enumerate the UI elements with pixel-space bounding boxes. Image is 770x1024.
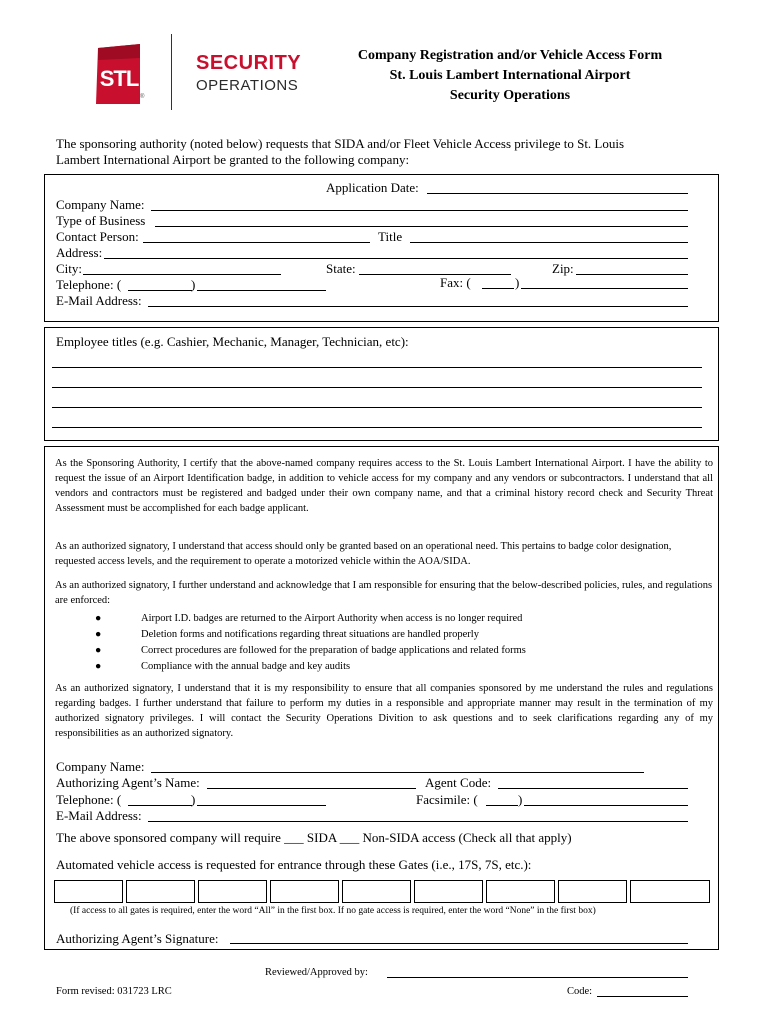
employee-titles-line-3[interactable]: [52, 407, 702, 408]
address-field[interactable]: [104, 258, 688, 259]
email-label: E-Mail Address:: [56, 293, 142, 308]
gate-box-1[interactable]: [54, 880, 123, 903]
logo-brand-line1: SECURITY: [196, 52, 302, 74]
agent-company-name-field[interactable]: [151, 772, 644, 773]
agent-code-label: Agent Code:: [425, 775, 492, 790]
bullet-text: Compliance with the annual badge and key audits: [141, 661, 351, 672]
gates-request-line: Automated vehicle access is requested for entrance through these Gates (i.e., 17S, 7S, etc.):: [56, 857, 532, 872]
agent-name-field[interactable]: [207, 788, 416, 789]
agent-facsimile-close: ): [518, 792, 523, 807]
gate-box-5[interactable]: [342, 880, 411, 903]
bullet-icon: ●: [95, 661, 102, 672]
logo-brand-line2: OPERATIONS: [196, 77, 299, 94]
sida-access-line: The above sponsored company will require ___ SIDA ___ Non-SIDA access (Check all that apply): [56, 830, 572, 845]
intro-line2: Lambert International Airport be granted to the following company:: [56, 152, 410, 167]
fax-close: ): [515, 275, 520, 290]
application-date-field[interactable]: [427, 193, 688, 194]
city-field[interactable]: [83, 274, 281, 275]
bullet-text: Airport I.D. badges are returned to the Airport Authority when access is no longer required: [141, 613, 523, 624]
certification-paragraph-4: As an authorized signatory, I understand that it is my responsibility to ensure that all companies sponsored by me understand the rules and regulations regarding badges. I further understand that failure to perform my duties in a responsible and appropriate manner may result in the termination of my authorized signatory privileges. I will contact the Security Operations Divition to ask questions and to seek clarifications regarding any of my responsibilities as an authorized signatory.: [55, 683, 713, 739]
gate-box-2[interactable]: [126, 880, 195, 903]
gate-box-4[interactable]: [270, 880, 339, 903]
type-of-business-label: Type of Business: [56, 213, 146, 228]
zip-label: Zip:: [552, 261, 574, 276]
logo-mark-text: STL: [99, 66, 139, 91]
type-of-business-field[interactable]: [155, 226, 688, 227]
policy-bullet-list: [55, 612, 695, 676]
employee-titles-line-1[interactable]: [52, 367, 702, 368]
logo-registered-mark: ®: [140, 94, 145, 100]
city-label: City:: [56, 261, 83, 276]
fax-label: Fax: (: [440, 275, 471, 290]
gate-box-9[interactable]: [630, 880, 710, 903]
telephone-label: Telephone: (: [56, 277, 122, 292]
logo-divider: [171, 34, 172, 110]
bullet-icon: ●: [95, 645, 102, 656]
employee-titles-label: Employee titles (e.g. Cashier, Mechanic, Manager, Technician, etc):: [56, 334, 409, 349]
stl-logo: [88, 44, 148, 108]
title-field[interactable]: [410, 242, 688, 243]
list-item: [55, 612, 695, 628]
state-field[interactable]: [359, 274, 511, 275]
state-label: State:: [326, 261, 356, 276]
header-title: Company Registration and/or Vehicle Access Form: [357, 48, 663, 63]
agent-signature-field[interactable]: [230, 943, 688, 944]
agent-email-field[interactable]: [148, 821, 688, 822]
company-name-label: Company Name:: [56, 197, 145, 212]
intro-line1: The sponsoring authority (noted below) requests that SIDA and/or Fleet Vehicle Access privilege to St. Louis: [56, 136, 625, 151]
reviewed-approved-label: Reviewed/Approved by:: [265, 967, 368, 978]
bullet-icon: ●: [95, 629, 102, 640]
certification-paragraph-1: As the Sponsoring Authority, I certify that the above-named company requires access to the St. Louis Lambert International Airport. I have the ability to request the issue of an Airport Identification badge, in addition to vehicle access for my company and any vendors or subcontractors. I understand that all vendors and contractors must be registered and badged under their own company name, and that a criminal history record check and Security Threat Assessment must be accomplished for each badge applicant.: [55, 458, 713, 514]
gate-box-7[interactable]: [486, 880, 555, 903]
list-item: [55, 628, 695, 644]
bullet-text: Deletion forms and notifications regarding threat situations are handled properly: [141, 629, 479, 640]
agent-code-field[interactable]: [498, 788, 688, 789]
agent-facsimile-area-field[interactable]: [486, 805, 518, 806]
telephone-close: ): [191, 277, 196, 292]
telephone-area-field[interactable]: [128, 290, 192, 291]
contact-person-label: Contact Person:: [56, 229, 139, 244]
company-section: [44, 174, 719, 322]
fax-number-field[interactable]: [521, 288, 688, 289]
contact-person-field[interactable]: [143, 242, 370, 243]
bullet-icon: ●: [95, 613, 102, 624]
agent-telephone-number-field[interactable]: [197, 805, 326, 806]
certification-paragraph-2: As an authorized signatory, I understand that access should only be granted based on an operational need. This pertains to badge color designation, requested access levels, and the requirement to operate a motorized vehicle within the AOA/SIDA.: [55, 541, 672, 567]
employee-titles-line-2[interactable]: [52, 387, 702, 388]
gate-instruction-note: (If access to all gates is required, enter the word “All” in the first box. If no gate access is required, enter the word “None” in the first box): [70, 906, 596, 916]
company-name-field[interactable]: [151, 210, 688, 211]
agent-facsimile-label: Facsimile: (: [416, 792, 478, 807]
email-field[interactable]: [148, 306, 688, 307]
gate-box-6[interactable]: [414, 880, 483, 903]
application-date-label: Application Date:: [326, 180, 419, 195]
agent-email-label: E-Mail Address:: [56, 808, 142, 823]
list-item: [55, 644, 695, 660]
form-revised-text: Form revised: 031723 LRC: [56, 986, 172, 997]
telephone-number-field[interactable]: [197, 290, 326, 291]
header-airport: St. Louis Lambert International Airport: [389, 68, 631, 83]
code-label: Code:: [567, 986, 593, 997]
agent-telephone-area-field[interactable]: [128, 805, 192, 806]
address-label: Address:: [56, 245, 103, 260]
certification-paragraph-3: As an authorized signatory, I further understand and acknowledge that I am responsible for ensuring that the below-described policies, rules, and regulations are enforced:: [55, 580, 713, 606]
agent-telephone-label: Telephone: (: [56, 792, 122, 807]
agent-signature-label: Authorizing Agent’s Signature:: [56, 931, 219, 946]
form-header: [330, 46, 690, 106]
agent-facsimile-number-field[interactable]: [524, 805, 688, 806]
fax-area-field[interactable]: [482, 288, 514, 289]
agent-telephone-close: ): [191, 792, 196, 807]
employee-titles-line-4[interactable]: [52, 427, 702, 428]
header-department: Security Operations: [449, 88, 571, 103]
zip-field[interactable]: [576, 274, 688, 275]
gate-box-3[interactable]: [198, 880, 267, 903]
agent-company-name-label: Company Name:: [56, 759, 145, 774]
code-field[interactable]: [597, 996, 688, 997]
title-label: Title: [378, 229, 403, 244]
gate-box-8[interactable]: [558, 880, 627, 903]
list-item: [55, 660, 695, 676]
bullet-text: Correct procedures are followed for the preparation of badge applications and related forms: [141, 645, 526, 656]
agent-name-label: Authorizing Agent’s Name:: [56, 775, 200, 790]
reviewed-approved-field[interactable]: [387, 977, 688, 978]
